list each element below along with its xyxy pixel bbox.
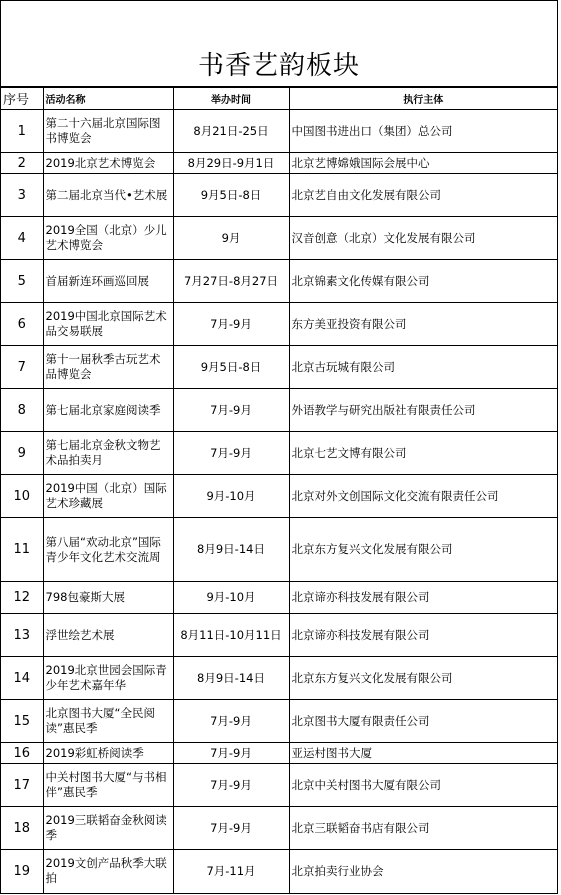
cell-time: 7月27日-8月27日 — [173, 260, 289, 303]
table-row — [1, 432, 557, 475]
cell-time: 8月9日-14日 — [173, 657, 289, 700]
cell-organizer: 外语教学与研究出版社有限责任公司 — [289, 389, 557, 432]
activity-table — [1, 87, 557, 893]
cell-seq: 8 — [1, 389, 43, 432]
cell-organizer: 北京艺博嫦娥国际会展中心 — [289, 153, 557, 174]
table-row — [1, 260, 557, 303]
header-seq: 序号 — [1, 88, 43, 110]
table-row — [1, 303, 557, 346]
cell-time: 9月5日-8日 — [173, 174, 289, 217]
cell-organizer: 东方美亚投资有限公司 — [289, 303, 557, 346]
header-organizer: 执行主体 — [289, 88, 557, 110]
cell-seq: 3 — [1, 174, 43, 217]
sheet-title-cell — [1, 1, 557, 87]
cell-activity-name: 2019中国北京国际艺术品交易联展 — [43, 303, 173, 346]
table-row — [1, 850, 557, 893]
cell-organizer: 汉音创意（北京）文化发展有限公司 — [289, 217, 557, 260]
cell-activity-name: 2019北京世园会国际青少年艺术嘉年华 — [43, 657, 173, 700]
cell-time: 7月-9月 — [173, 303, 289, 346]
table-row — [1, 217, 557, 260]
cell-seq: 10 — [1, 475, 43, 518]
cell-time: 7月-9月 — [173, 743, 289, 764]
table-row — [1, 657, 557, 700]
cell-seq: 16 — [1, 743, 43, 764]
cell-activity-name: 798包豪斯大展 — [43, 582, 173, 614]
cell-organizer: 北京锦素文化传媒有限公司 — [289, 260, 557, 303]
cell-activity-name: 2019三联韬奋金秋阅读季 — [43, 807, 173, 850]
cell-time: 7月-11月 — [173, 850, 289, 893]
cell-activity-name: 北京图书大厦“全民阅读”惠民季 — [43, 700, 173, 743]
cell-time: 8月29日-9月1日 — [173, 153, 289, 174]
cell-seq: 4 — [1, 217, 43, 260]
cell-activity-name: 2019彩虹桥阅读季 — [43, 743, 173, 764]
header-row — [1, 88, 557, 110]
cell-time: 7月-9月 — [173, 700, 289, 743]
cell-seq: 14 — [1, 657, 43, 700]
cell-organizer: 北京东方复兴文化发展有限公司 — [289, 518, 557, 582]
table-row — [1, 153, 557, 174]
table-row — [1, 346, 557, 389]
header-time: 举办时间 — [173, 88, 289, 110]
cell-activity-name: 浮世绘艺术展 — [43, 614, 173, 657]
cell-activity-name: 第八届“欢动北京”国际青少年文化艺术交流周 — [43, 518, 173, 582]
cell-time: 7月-9月 — [173, 807, 289, 850]
cell-seq: 7 — [1, 346, 43, 389]
cell-time: 9月-10月 — [173, 582, 289, 614]
cell-organizer: 北京图书大厦有限责任公司 — [289, 700, 557, 743]
cell-activity-name: 2019中国（北京）国际艺术珍藏展 — [43, 475, 173, 518]
header-activity-name: 活动名称 — [43, 88, 173, 110]
cell-time: 9月5日-8日 — [173, 346, 289, 389]
table-row — [1, 700, 557, 743]
cell-organizer: 北京中关村图书大厦有限公司 — [289, 764, 557, 807]
table-row — [1, 807, 557, 850]
cell-seq: 18 — [1, 807, 43, 850]
cell-activity-name: 第七届北京家庭阅读季 — [43, 389, 173, 432]
cell-time: 7月-9月 — [173, 389, 289, 432]
table-row — [1, 518, 557, 582]
cell-activity-name: 2019北京艺术博览会 — [43, 153, 173, 174]
cell-activity-name: 2019文创产品秋季大联拍 — [43, 850, 173, 893]
cell-seq: 2 — [1, 153, 43, 174]
table-row — [1, 174, 557, 217]
sheet-title: 书香艺韵板块 — [197, 51, 360, 81]
cell-time: 9月-10月 — [173, 475, 289, 518]
cell-activity-name: 第二届北京当代•艺术展 — [43, 174, 173, 217]
cell-seq: 12 — [1, 582, 43, 614]
cell-seq: 9 — [1, 432, 43, 475]
cell-time: 8月21日-25日 — [173, 110, 289, 153]
cell-activity-name: 2019全国（北京）少儿艺术博览会 — [43, 217, 173, 260]
table-row — [1, 614, 557, 657]
cell-organizer: 亚运村图书大厦 — [289, 743, 557, 764]
cell-seq: 1 — [1, 110, 43, 153]
table-row — [1, 743, 557, 764]
cell-organizer: 北京艺自由文化发展有限公司 — [289, 174, 557, 217]
cell-activity-name: 第十一届秋季古玩艺术品博览会 — [43, 346, 173, 389]
cell-organizer: 北京对外文创国际文化交流有限责任公司 — [289, 475, 557, 518]
cell-organizer: 北京谛亦科技发展有限公司 — [289, 582, 557, 614]
cell-activity-name: 首届新连环画巡回展 — [43, 260, 173, 303]
table-row — [1, 389, 557, 432]
cell-seq: 15 — [1, 700, 43, 743]
cell-activity-name: 第七届北京金秋文物艺术品拍卖月 — [43, 432, 173, 475]
cell-time: 7月-9月 — [173, 764, 289, 807]
cell-activity-name: 第二十六届北京国际图书博览会 — [43, 110, 173, 153]
cell-seq: 5 — [1, 260, 43, 303]
cell-seq: 6 — [1, 303, 43, 346]
cell-seq: 19 — [1, 850, 43, 893]
table-row — [1, 764, 557, 807]
cell-time: 8月9日-14日 — [173, 518, 289, 582]
cell-organizer: 中国图书进出口（集团）总公司 — [289, 110, 557, 153]
cell-seq: 11 — [1, 518, 43, 582]
table-row — [1, 110, 557, 153]
cell-time: 8月11日-10月11日 — [173, 614, 289, 657]
cell-organizer: 北京七艺文博有限公司 — [289, 432, 557, 475]
cell-organizer: 北京三联韬奋书店有限公司 — [289, 807, 557, 850]
cell-time: 7月-9月 — [173, 432, 289, 475]
cell-time: 9月 — [173, 217, 289, 260]
cell-seq: 13 — [1, 614, 43, 657]
cell-organizer: 北京拍卖行业协会 — [289, 850, 557, 893]
cell-organizer: 北京古玩城有限公司 — [289, 346, 557, 389]
cell-organizer: 北京谛亦科技发展有限公司 — [289, 614, 557, 657]
cell-seq: 17 — [1, 764, 43, 807]
table-row — [1, 475, 557, 518]
cell-organizer: 北京东方复兴文化发展有限公司 — [289, 657, 557, 700]
cell-activity-name: 中关村图书大厦“与书相伴”惠民季 — [43, 764, 173, 807]
table-row — [1, 582, 557, 614]
